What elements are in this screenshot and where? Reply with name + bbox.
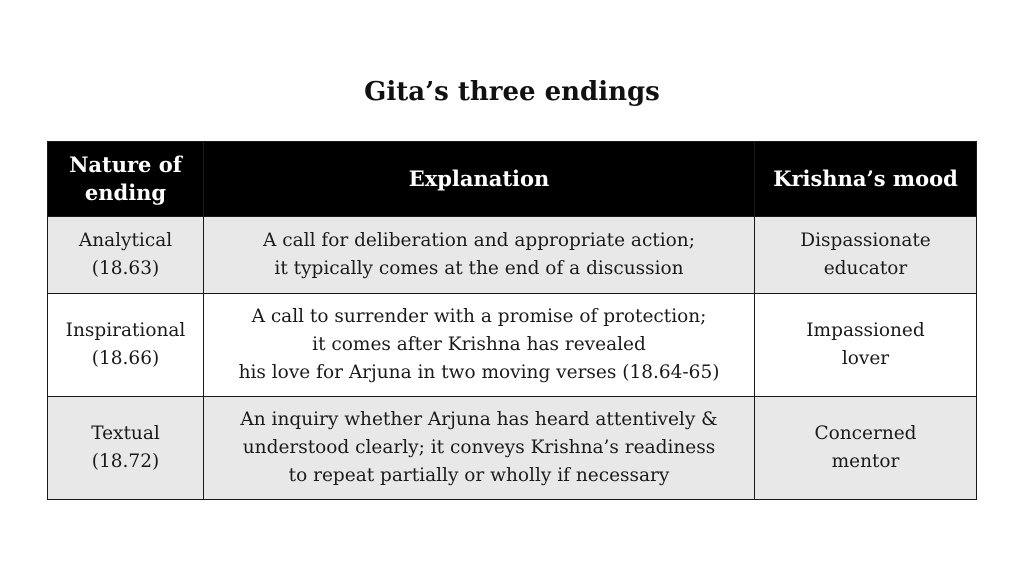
header-line: Nature of <box>69 152 182 177</box>
cell-line: mentor <box>831 451 900 472</box>
cell-line: Analytical <box>78 230 173 251</box>
cell-explanation <box>204 294 755 397</box>
header-nature-of-ending <box>48 142 204 217</box>
cell-line: Inspirational <box>65 320 186 341</box>
cell-explanation <box>204 217 755 294</box>
cell-mood <box>755 294 977 397</box>
cell-line: lover <box>841 348 890 369</box>
table-row <box>48 217 977 294</box>
table-header-row <box>48 142 977 217</box>
cell-nature <box>48 217 204 294</box>
header-line: Krishna’s mood <box>773 166 958 191</box>
cell-line: A call for deliberation and appropriate action; <box>263 230 695 251</box>
cell-line: it comes after Krishna has revealed <box>312 334 646 355</box>
cell-mood <box>755 217 977 294</box>
cell-line: Dispassionate <box>800 230 931 251</box>
cell-line: to repeat partially or wholly if necessary <box>288 465 670 486</box>
cell-line: understood clearly; it conveys Krishna’s readiness <box>242 437 716 458</box>
cell-line: his love for Arjuna in two moving verses (18.64-65) <box>238 362 720 383</box>
cell-nature <box>48 294 204 397</box>
cell-explanation <box>204 397 755 500</box>
cell-line: it typically comes at the end of a discussion <box>274 258 684 279</box>
cell-line: A call to surrender with a promise of protection; <box>251 306 707 327</box>
endings-table <box>47 141 977 500</box>
cell-line: An inquiry whether Arjuna has heard attentively & <box>240 409 718 430</box>
cell-line: Textual <box>91 423 160 444</box>
header-line: Explanation <box>408 166 550 191</box>
cell-line: (18.66) <box>91 348 160 369</box>
cell-line: Concerned <box>814 423 917 444</box>
cell-line: Impassioned <box>806 320 925 341</box>
cell-line: (18.72) <box>91 451 160 472</box>
cell-nature <box>48 397 204 500</box>
cell-mood <box>755 397 977 500</box>
table-row <box>48 397 977 500</box>
slide-title: Gita’s three endings <box>364 77 660 107</box>
cell-line: (18.63) <box>91 258 160 279</box>
header-explanation <box>204 142 755 217</box>
cell-line: educator <box>823 258 908 279</box>
table-row <box>48 294 977 397</box>
header-krishnas-mood <box>755 142 977 217</box>
header-line: ending <box>84 180 167 205</box>
